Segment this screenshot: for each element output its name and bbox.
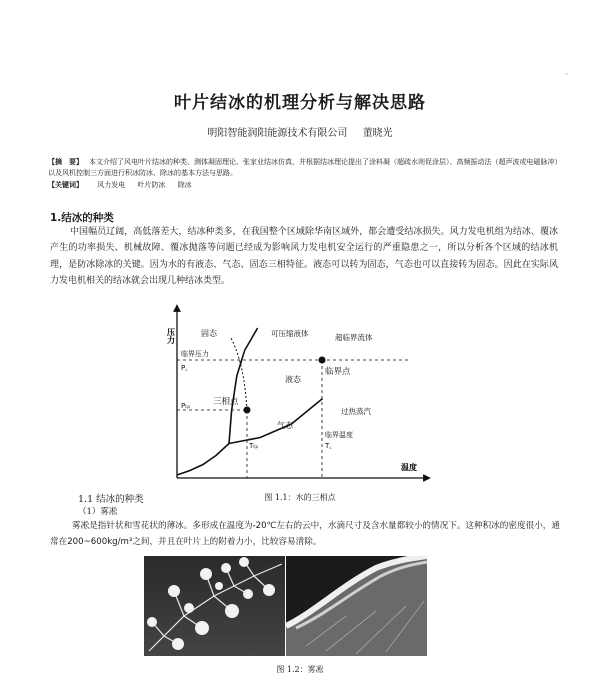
- ptp-label: Pₜₚ: [181, 402, 191, 410]
- vaporization-curve: [229, 399, 323, 444]
- keyword: 风力发电: [97, 181, 126, 189]
- edge-mark: ˇ: [565, 73, 569, 81]
- paper-title: 叶片结冰的机理分析与解决思路: [174, 93, 426, 113]
- critical-temp-label: 临界温度: [325, 431, 353, 439]
- keyword: 除冰: [177, 181, 192, 189]
- rime-photo-left: [144, 556, 285, 656]
- triple-point-label: 三相点: [213, 397, 239, 407]
- region-liquid: 液态: [285, 375, 301, 384]
- rime-description: 雾凇是指针状和雪花状的薄冰。多形成在温度为-20℃左右的云中，水滴尺寸及含水量都较小的情况下。这种积冰的密度很小，通常在200~600kg/m³之间，并且在叶片上的附着力小，比较容易清除。: [50, 521, 560, 547]
- critical-pressure-label: 临界压力: [181, 350, 209, 358]
- tc-label: T꜀: [325, 442, 332, 450]
- pc-label: P꜀: [181, 364, 188, 372]
- subsubsection-heading: （1）雾凇: [78, 507, 118, 517]
- keywords: [48, 180, 568, 190]
- region-superheated-vapor: 过热蒸汽: [341, 407, 371, 416]
- y-axis-label: 压力: [166, 328, 176, 344]
- subsection-heading: 1.1 结冰的种类: [78, 494, 144, 505]
- region-compressible-liquid: 可压缩液体: [271, 329, 309, 338]
- abstract-label: 【摘 要】: [48, 157, 83, 166]
- region-solid: 固态: [201, 329, 217, 338]
- region-gas: 气态: [277, 421, 293, 430]
- x-axis-label: 温度: [401, 463, 417, 472]
- figure-caption-1: 图 1.1：水的三相点: [264, 493, 336, 502]
- phase-diagram-figure: [165, 300, 435, 503]
- region-supercritical: 超临界流体: [335, 333, 373, 342]
- abstract-text: 本文介绍了风电叶片结冰的种类、测体凝固理论、张家业结冰仿真，并根据结冰理论提出了涂料凝（超疏水则促涂层）、高频振动法（超声波或电磁脉冲）以及风机控制三方面进行积冰防冰、除冰的基本方法与思路。: [48, 158, 562, 177]
- figure-caption-2: 图 1.2：雾凇: [276, 665, 324, 674]
- section-heading: 1.结冰的种类: [50, 212, 114, 224]
- affiliation: 明阳智能润阳能源技术有限公司: [207, 128, 348, 139]
- keywords-label: 【关键词】: [48, 180, 83, 189]
- critical-point-label: 临界点: [325, 367, 351, 377]
- keyword: 叶片防冰: [137, 181, 166, 189]
- phase-diagram: [165, 300, 435, 490]
- author-line: [0, 124, 600, 139]
- abstract: [48, 156, 568, 179]
- sublimation-curve: [177, 444, 229, 476]
- critical-point-marker: [319, 357, 326, 364]
- section-body: 中国幅员辽阔，高低落差大，结冰种类多，在我国整个区域除华南区域外，都会遭受结冰损失。风力发电机组为结冰、覆冰产生的功率损失、机械故障、覆冰抛落等问题已经成为影响风力发电机安全运行的严重隐患之一，所以分析各个区域的结冰机理，是防冰除冰的关键。因为水的有液态、气态、固态三相特征。液态可以转为固态，气态也可以直接转为固态。因此在实际风力发电机相关的结冰就会出现几种结冰类型。: [50, 227, 558, 286]
- triple-point-marker: [244, 407, 251, 414]
- author-name: 董晓光: [362, 128, 393, 139]
- ttp-label: Tₜₚ: [249, 442, 259, 450]
- fusion-curve: [229, 328, 258, 444]
- rime-photo-right: [286, 556, 427, 656]
